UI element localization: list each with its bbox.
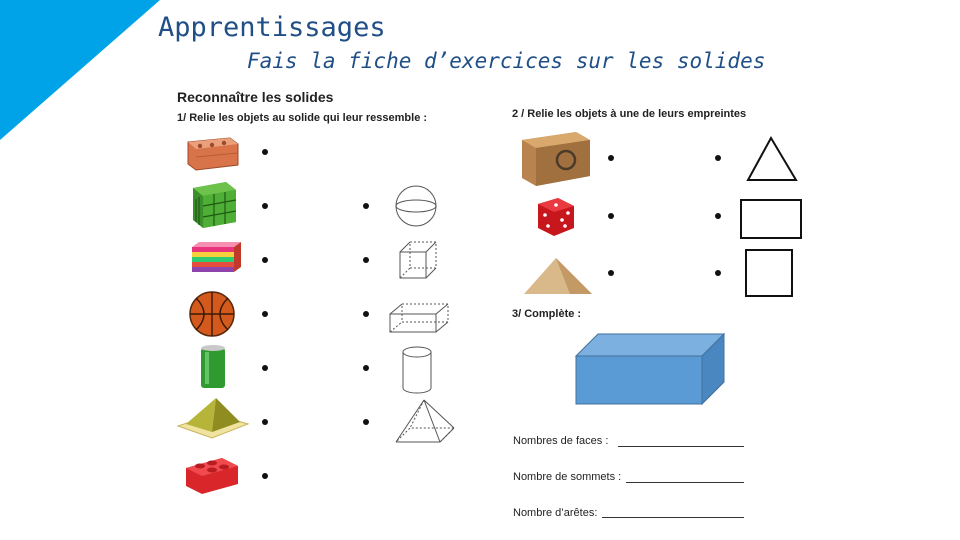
sphere-icon [396, 186, 436, 226]
lego-brick-icon [186, 458, 238, 494]
dice-icon [538, 198, 574, 236]
layered-cake-icon [192, 242, 241, 272]
exercise3-instruction: 3/ Complète : [512, 308, 582, 320]
exercise1-left-dots [262, 149, 268, 479]
exercise1-instruction: 1/ Relie les objets au solide qui leur ressemble : [177, 112, 428, 124]
brick-icon [188, 138, 238, 170]
soda-can-icon [201, 345, 225, 388]
exercise2-dots [608, 155, 721, 276]
triangle-icon [748, 138, 796, 180]
edges-label: Nombre d’arêtes: [513, 507, 598, 519]
worksheet-heading: Reconnaître les solides [177, 89, 334, 105]
square-icon [746, 250, 792, 296]
rectangle-icon [741, 200, 801, 238]
cardboard-box-icon [522, 132, 590, 186]
rubiks-cube-icon [193, 182, 236, 228]
slide-title: Apprentissages [158, 12, 386, 43]
vertices-label: Nombre de sommets : [513, 471, 622, 483]
blue-prism-icon [576, 334, 724, 404]
exercise2-instruction: 2 / Relie les objets à une de leurs empreintes [512, 108, 747, 120]
basketball-icon [190, 292, 234, 336]
pyramid-icon [396, 400, 454, 442]
cylinder-icon [403, 347, 431, 393]
rectangular-prism-icon [390, 304, 448, 332]
sand-pyramid-icon [178, 398, 248, 438]
exercise1-right-dots [363, 203, 369, 425]
slide-subtitle: Fais la fiche d’exercices sur les solides [247, 49, 766, 73]
cube-icon [400, 242, 436, 278]
faces-label: Nombres de faces : [513, 435, 609, 447]
sand-pile-icon [524, 258, 592, 294]
